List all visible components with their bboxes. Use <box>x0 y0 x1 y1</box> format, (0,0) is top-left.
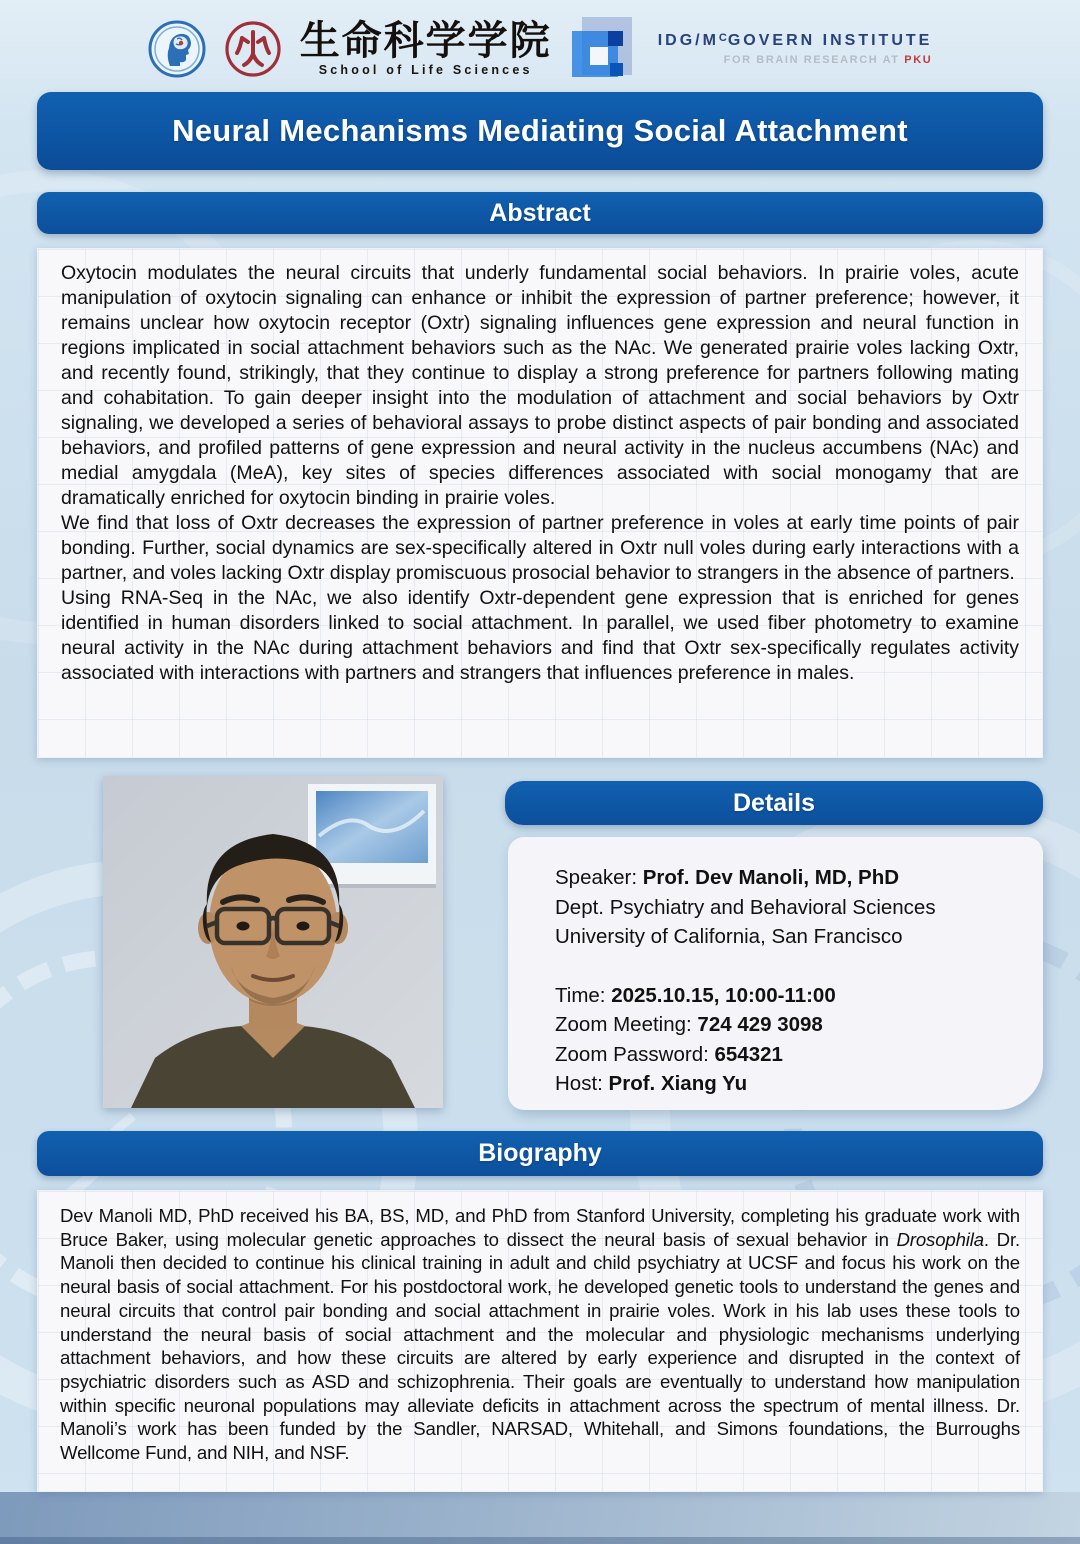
abstract-panel <box>37 248 1043 758</box>
school-name-chinese: 生命科学学院 <box>299 17 552 65</box>
abstract-paragraph-3: Using RNA-Seq in the NAc, we also identify Oxtr-dependent gene expression that is enriched for genes identified in human disorders linked to social attachment. In parallel, we used fiber photometry to examine neural activity in the NAc during attachment behaviors and find that Oxtr sex-specifically regulates activity associated with interactions with partners and strangers that influences preference in males. <box>61 587 1019 684</box>
speaker-photo <box>103 776 443 1108</box>
logo-bar <box>0 8 1080 90</box>
zoom-meeting-line: Zoom Meeting: 724 429 3098 <box>555 1013 823 1036</box>
school-name-english: School of Life Sciences <box>318 63 533 78</box>
host-name: Prof. Xiang Yu <box>608 1072 748 1095</box>
zoom-password-line: Zoom Password: 654321 <box>555 1042 783 1066</box>
details-box <box>508 837 1043 1110</box>
zoom-password-value: 654321 <box>714 1042 783 1066</box>
abstract-paragraph-2: We find that loss of Oxtr decreases the expression of partner preference in voles at early time points of pair bonding. Further, social dynamics are sex-specifically altered in Oxtr null voles during early interactions with a partner, and voles lacking Oxtr display promiscuous prosocial behavior to strangers in the absence of partners. <box>61 512 1019 584</box>
pku-accent: PKU <box>904 53 933 66</box>
brain-society-logo-icon <box>148 20 206 78</box>
pku-seal-icon <box>224 20 282 78</box>
mcgovern-mosaic-icon <box>570 13 634 85</box>
spacer <box>555 952 1023 981</box>
abstract-section-header: Abstract <box>37 192 1043 234</box>
host-line: Host: Prof. Xiang Yu <box>555 1072 748 1095</box>
idg-institute-name: IDG/$M^CGOVERN$ INSTITUTE <box>657 31 933 49</box>
time-value: 2025.10.15, 10:00-11:00 <box>611 983 836 1007</box>
speaker-name: Prof. Dev Manoli, MD, PhD <box>642 866 900 889</box>
department-line: Dept. Psychiatry and Behavioral Sciences <box>555 895 936 919</box>
speaker-line: Speaker: Prof. Dev Manoli, MD, PhD <box>555 866 900 889</box>
biography-paragraph: Dev Manoli MD, PhD received his BA, BS, MD, and PhD from Stanford University, completing his graduate work with Bruce Baker, using molecular genetic approaches to dissect the neural basis of sexual behavior in Drosophila. Dr. Manoli then decided to continue his clinical training in adult and child psychiatry at UCSF and focus his work on the neural basis of social attachment. For his postdoctoral work, he developed genetic tools to understand the genes and neural circuits that control pair bonding and social attachment in prairie voles. Work in his lab uses these tools to understand the neural basis of social attachment and the molecular and physiologic mechanisms underlying attachment behaviors, and how these circuits are altered by early experience and disrupted in the context of psychiatric disorders such as ASD and schizophrenia. Their goals are eventually to understand how manipulation within specific neuronal populations may alleviate deficits in attachment across the spectrum of mental illness. Dr. Manoli’s work has been funded by the Sandler, NARSAD, Whitehall, and Simons foundations, the Burroughs Wellcome Fund, and NIH, and NSF. <box>60 1205 1020 1464</box>
idg-mcgovern-logotype <box>658 33 933 66</box>
idg-institute-tagline: FOR BRAIN RESEARCH AT PKU <box>723 53 933 66</box>
poster-title: Neural Mechanisms Mediating Social Attachment <box>37 92 1043 170</box>
biography-panel <box>37 1190 1043 1492</box>
footer-band <box>0 1492 1080 1544</box>
biography-section-header: Biography <box>37 1131 1043 1176</box>
details-section-header: Details <box>505 781 1043 825</box>
university-line: University of California, San Francisco <box>555 925 903 948</box>
school-of-life-sciences-logotype <box>299 17 552 78</box>
species-name-italic: Drosophila <box>896 1228 984 1250</box>
abstract-paragraph-1: Oxytocin modulates the neural circuits that underly fundamental social behaviors. In prairie voles, acute manipulation of oxytocin signaling can enhance or inhibit the expression of partner preference; however, it remains unclear how oxytocin receptor (Oxtr) signaling influences gene expression and neural function in regions implicated in social attachment behaviors such as the NAc. We generated prairie voles lacking Oxtr, and recently found, strikingly, that they continue to display a strong preference for partners following mating and cohabitation. To gain deeper insight into the modulation of attachment and social behaviors by Oxtr signaling, we developed a series of behavioral assays to probe distinct aspects of pair bonding and associated behaviors, and profiled patterns of gene expression and neural activity in the nucleus accumbens (NAc) and medial amygdala (MeA), key sites of species differences associated with social monogamy that are dramatically enriched for oxytocin binding in prairie voles. <box>61 262 1019 509</box>
zoom-meeting-id: 724 429 3098 <box>697 1013 823 1036</box>
time-line: Time: 2025.10.15, 10:00-11:00 <box>555 983 836 1007</box>
